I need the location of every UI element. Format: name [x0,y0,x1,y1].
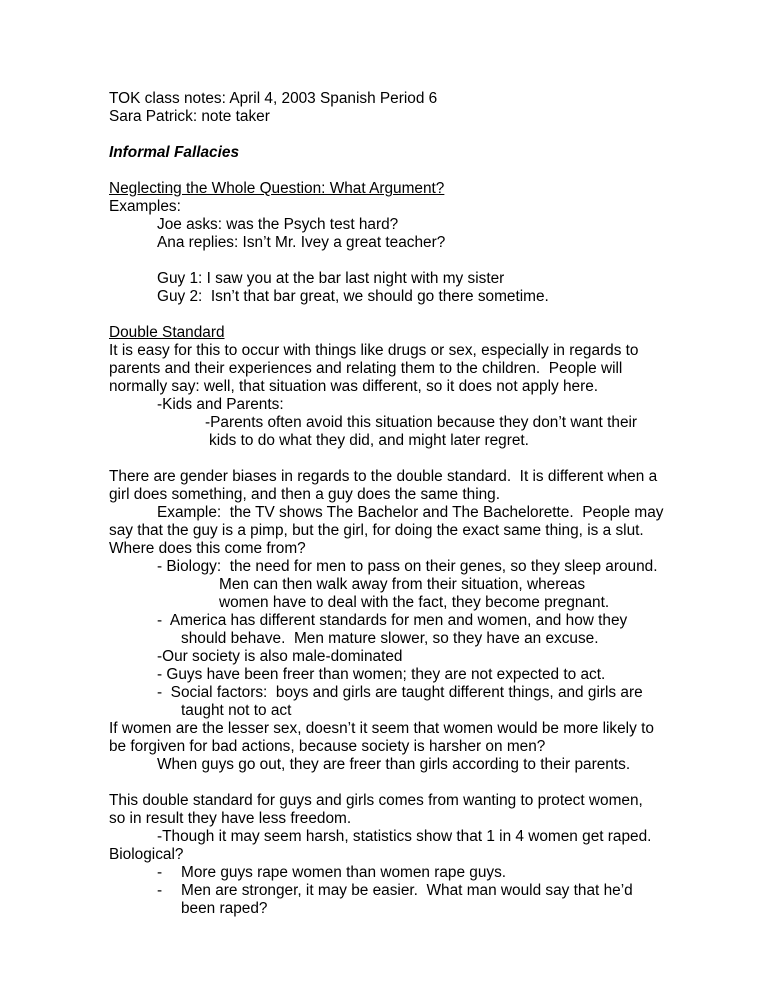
examples-label: Examples: [109,198,181,215]
bullet-dash: - [157,864,163,881]
paragraph-line: Example: the TV shows The Bachelor and The Bachelorette. People may [157,504,664,521]
list-item-continuation: should behave. Men mature slower, so they have an excuse. [181,630,599,647]
paragraph-line: When guys go out, they are freer than girls according to their parents. [157,756,631,773]
list-item: - America has different standards for men and women, and how they [157,612,628,629]
list-item-continuation: taught not to act [181,702,292,719]
paragraph-line: There are gender biases in regards to the double standard. It is different when a [109,468,658,485]
paragraph-line: say that the guy is a pimp, but the girl, for doing the exact same thing, is a slut. [109,522,644,539]
kids-parents-label: -Kids and Parents: [157,396,284,413]
list-item: -Our society is also male-dominated [157,648,403,665]
section-heading-neglecting: Neglecting the Whole Question: What Argument? [109,180,445,197]
list-item: More guys rape women than women rape guys. [181,864,507,881]
list-item: - Guys have been freer than women; they are not expected to act. [157,666,606,683]
list-item: - Biology: the need for men to pass on their genes, so they sleep around. [157,558,658,575]
paragraph-line: so in result they have less freedom. [109,810,352,827]
paragraph-line: parents and their experiences and relating them to the children. People will [109,360,623,377]
document-title: Informal Fallacies [109,144,240,161]
list-item-continuation: women have to deal with the fact, they become pregnant. [219,594,610,611]
header-line-2: Sara Patrick: note taker [109,108,270,125]
list-item-continuation: been raped? [181,900,268,917]
paragraph-line: This double standard for guys and girls comes from wanting to protect women, [109,792,643,809]
list-item: - Social factors: boys and girls are taught different things, and girls are [157,684,643,701]
example-line: Guy 1: I saw you at the bar last night with my sister [157,270,505,287]
section-heading-double-standard: Double Standard [109,324,225,341]
bullet-dash: - [157,882,163,899]
paragraph-line: If women are the lesser sex, doesn’t it seem that women would be more likely to [109,720,654,737]
list-item: Men are stronger, it may be easier. What man would say that he’d [181,882,633,899]
paragraph-line: be forgiven for bad actions, because society is harsher on men? [109,738,546,755]
paragraph-line: girl does something, and then a guy does the same thing. [109,486,501,503]
example-line: Joe asks: was the Psych test hard? [157,216,399,233]
kids-parents-note: -Parents often avoid this situation because they don’t want their [205,414,638,431]
paragraph-line: normally say: well, that situation was different, so it does not apply here. [109,378,599,395]
paragraph-line: -Though it may seem harsh, statistics show that 1 in 4 women get raped. [157,828,652,845]
example-line: Ana replies: Isn’t Mr. Ivey a great teacher? [157,234,446,251]
paragraph-line: It is easy for this to occur with things like drugs or sex, especially in regards to [109,342,639,359]
example-line: Guy 2: Isn’t that bar great, we should go there sometime. [157,288,549,305]
paragraph-line: Where does this come from? [109,540,306,557]
list-item-continuation: Men can then walk away from their situation, whereas [219,576,586,593]
biological-question: Biological? [109,846,184,863]
header-line-1: TOK class notes: April 4, 2003 Spanish Period 6 [109,90,438,107]
kids-parents-note: kids to do what they did, and might later regret. [209,432,529,449]
